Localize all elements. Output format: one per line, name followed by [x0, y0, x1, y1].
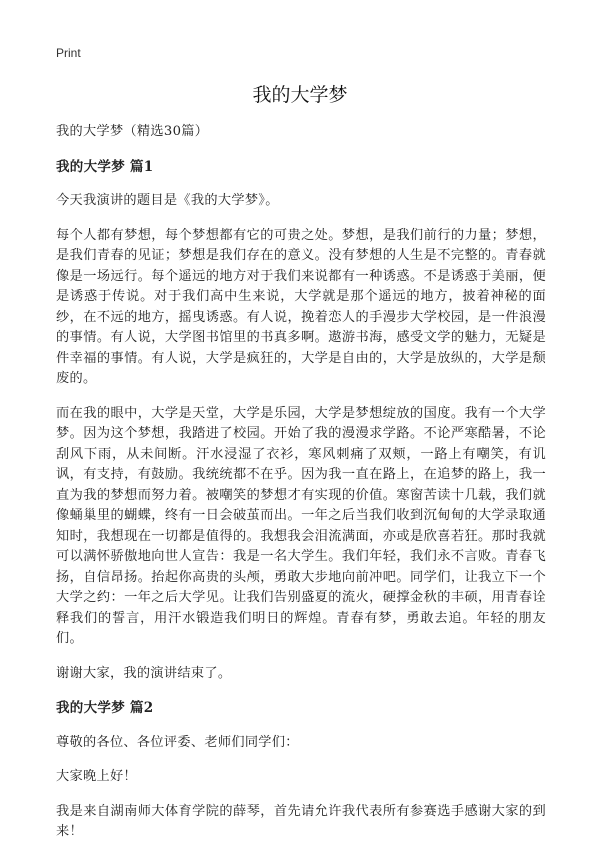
paragraph: 而在我的眼中，大学是天堂，大学是乐园，大学是梦想绽放的国度。我有一个大学梦。因为这个梦想，我踏进了校园。开始了我的漫漫求学路。不论严寒酷暑，不论刮风下雨，从未间断。汗水浸湿了衣衫，寒风刺痛了双颊，一路上有嘲笑，有讥讽，有支持，有鼓励。我统统都不在乎。因为我一直在路上，在追梦的路上，我一直为我的梦想而努力着。被嘲笑的梦想才有实现的价值。寒窗苦读十几载，我们就像蛹巢里的蝴蝶，终有一日会破茧而出。一年之后当我们收到沉甸甸的大学录取通知时，我想现在一切都是值得的。我想我会泪流满面，亦或是欣喜若狂。那时我就可以满怀骄傲地向世人宣告：我是一名大学生。我们年轻，我们永不言败。青春飞扬，自信昂扬。抬起你高贵的头颅，勇敢大步地向前冲吧。同学们，让我立下一个大学之约：一年之后大学见。让我们告别盛夏的流火，硬撑金秋的丰硕，用青春诠释我们的誓言，用汗水锻造我们明日的辉煌。青春有梦，勇敢去追。年轻的朋友们。	[56, 405, 546, 646]
paragraph: 谢谢大家，我的演讲结束了。	[56, 665, 232, 681]
page-title: 我的大学梦	[252, 84, 348, 106]
document-subtitle: 我的大学梦（精选30篇）	[56, 124, 209, 139]
paragraph: 每个人都有梦想，每个梦想都有它的可贵之处。梦想，是我们前行的力量；梦想，是我们青春的见证；梦想是我们存在的意义。没有梦想的人生是不完整的。青春就像是一场远行。每个遥远的地方对于我们来说都有一种诱惑。不是诱惑于美丽，便是诱惑于传说。对于我们高中生来说，大学就是那个遥远的地方，披着神秘的面纱，在不远的地方，摇曳诱惑。有人说，挽着恋人的手漫步大学校园，是一件浪漫的事情。有人说，大学图书馆里的书真多啊。遨游书海，感受文学的魅力，无疑是件幸福的事情。有人说，大学是疯狂的，大学是自由的，大学是放纵的，大学是颓废的。	[56, 227, 546, 386]
paragraph: 大家晚上好！	[56, 769, 137, 784]
section-2	[56, 698, 546, 843]
section-heading: 我的大学梦 篇2	[56, 700, 154, 716]
print-link[interactable]: Print	[56, 46, 81, 60]
paragraph: 我是来自湖南师大体育学院的薛琴，首先请允许我代表所有参赛选手感谢大家的到来！	[56, 803, 546, 839]
section-heading: 我的大学梦 篇1	[56, 158, 154, 175]
paragraph: 今天我演讲的题目是《我的大学梦》。	[56, 193, 279, 208]
document-body	[56, 122, 546, 857]
section-1	[56, 157, 546, 685]
paragraph: 尊敬的各位、各位评委、老师们同学们：	[56, 734, 299, 750]
